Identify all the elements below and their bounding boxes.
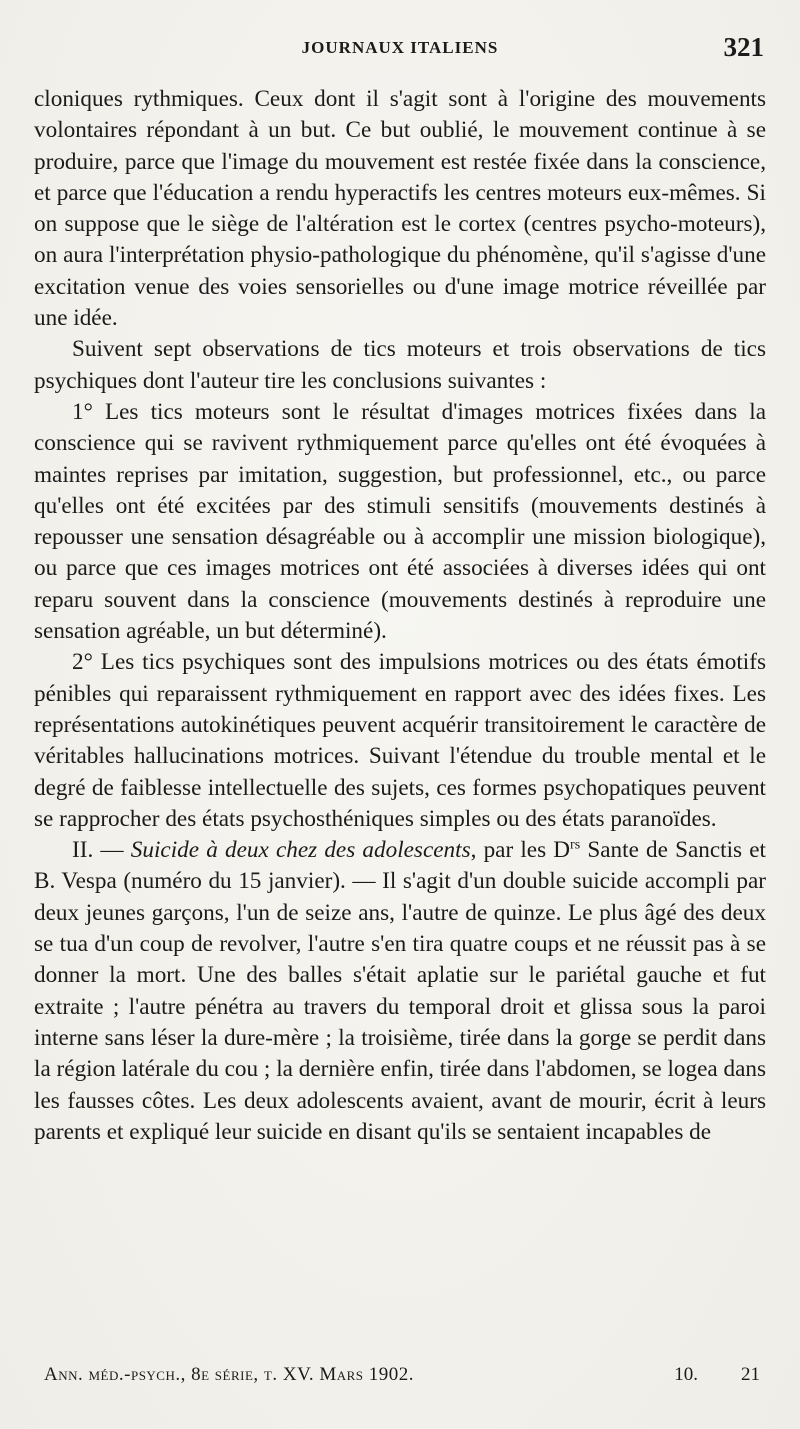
paragraph-conclusion-2: 2° Les tics psychiques sont des impulsions motrices ou des états émotifs pénibles qui reparaissent rythmiquement en rapport avec des idées fixes. Les représentations autokinétiques peuvent acquérir transitoirement le caractère de véritables hallucinations motrices. Suivant l'étendue du trouble mental et le degré de faiblesse intellectuelle des sujets, ces formes psychopatiques peuvent se rapprocher des états psychosthéniques simples ou des états paranoïdes. xyxy=(34,649,766,832)
paragraph-observations: Suivent sept observations de tics moteurs et trois observations de tics psychiques dont l'auteur tire les conclusions suivantes : xyxy=(34,336,766,394)
footer-sheet-number: 10. xyxy=(674,1364,698,1385)
section-numeral: II. — xyxy=(72,837,131,864)
article-title: Suicide à deux chez des adolescents xyxy=(130,837,471,864)
paragraph-continuation: cloniques rythmiques. Ceux dont il s'agit sont à l'origine des mouvements volontaires répondant à un but. Ce but oublié, le mouvement continue à se produire, parce que l'image du mouvement est restée fixée dans la conscience, et parce que l'éducation a rendu hyperactifs les centres moteurs eux-mêmes. Si on suppose que le siège de l'altération est le cortex (centres psycho-moteurs), on aura l'interprétation physio-pathologique du phénomène, qu'il s'agisse d'une excitation venue des voies sensorielles ou d'une image motrice réveillée par une idée. xyxy=(34,86,766,332)
paragraph-conclusion-1: 1° Les tics moteurs sont le résultat d'images motrices fixées dans la conscience qui se ravivent rythmiquement parce qu'elles ont été évoquées à maintes reprises par imitation, suggestion, but professionnel, etc., ou parce qu'elles ont été excitées par des stimuli sensitifs (mouvements destinés à repousser une sensation désagréable ou à accomplir une mission biologique), ou parce que ces images motrices ont été associées à diverses idées qui ont reparu souvent dans la conscience (mouvements destinés à reproduire une sensation agréable, un but déterminé). xyxy=(34,398,766,645)
body-text xyxy=(34,84,766,1148)
running-title: JOURNAUX ITALIENS xyxy=(301,38,499,57)
article-body: Sante de Sanctis et B. Vespa (numéro du 15 janvier). — Il s'agit d'un double suicide accompli par deux jeunes garçons, l'un de seize ans, l'autre de quinze. Le plus âgé des deux se tua d'un coup de revolver, l'autre s'en tira quatre coups et ne réussit pas à se donner la mort. Une des balles s'était aplatie sur le pariétal gauche et fut extraite ; l'autre pénétra au travers du temporal droit et glissa sous la paroi interne sans léser la dure-mère ; la troisième, tirée dans la gorge se perdit dans la région latérale du cou ; la dernière enfin, tirée dans l'abdomen, se logea dans les fausses côtes. Les deux adolescents avaient, avant de mourir, écrit à leurs parents et expliqué leur suicide en disant qu'ils se sentaient incapables de xyxy=(34,837,766,1145)
article-by: , par les D xyxy=(470,837,571,864)
paragraph-article-ii xyxy=(34,835,766,1148)
running-head xyxy=(34,32,766,84)
footer-signature-number: 21 xyxy=(741,1364,760,1385)
page-footer xyxy=(34,1364,766,1394)
doctors-superscript: rs xyxy=(570,837,581,853)
page-number: 321 xyxy=(723,32,764,62)
footer-journal-reference: Ann. méd.-psych., 8e série, t. XV. Mars 1902. xyxy=(44,1364,415,1385)
